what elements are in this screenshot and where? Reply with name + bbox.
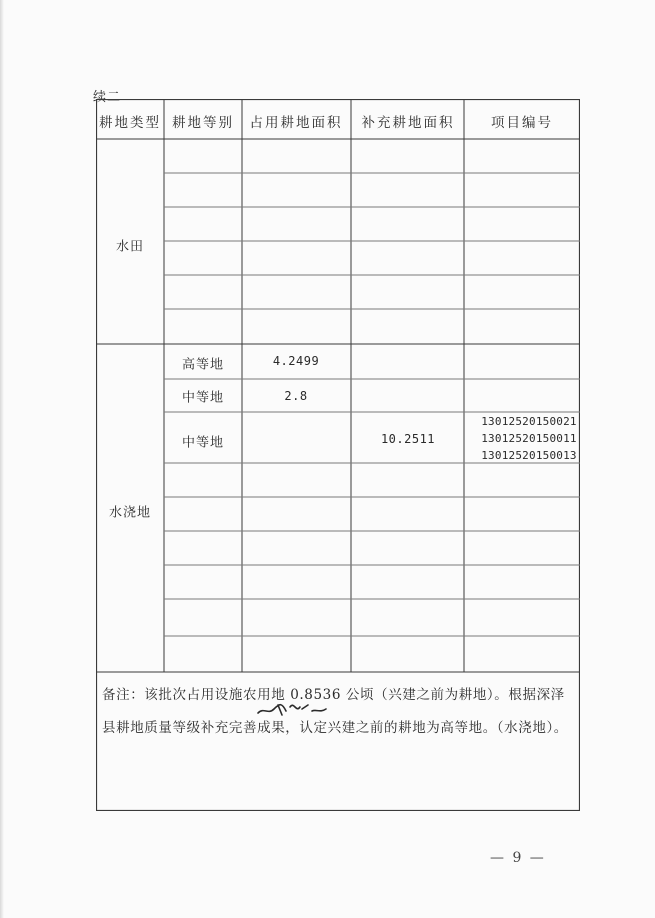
cultivated-land-table	[96, 99, 580, 811]
row1-occupied-area: 4.2499	[272, 354, 320, 368]
scan-edge	[0, 0, 4, 918]
row1-grade: 高等地	[181, 357, 225, 373]
row2-occupied-area: 2.8	[284, 389, 308, 403]
row3-project-ids	[479, 414, 579, 464]
row3-grade: 中等地	[181, 435, 225, 451]
continuation-label: 续二	[93, 90, 122, 105]
header-land-grade: 耕地等别	[172, 115, 234, 131]
header-occupied-area: 占用耕地面积	[249, 115, 343, 131]
project-id: 13012520150021	[481, 415, 577, 428]
land-type-irrigated: 水浇地	[108, 505, 152, 521]
page-number: — 9 —	[490, 850, 546, 866]
header-project-id: 项目编号	[491, 115, 553, 131]
row3-supplemented-area: 10.2511	[380, 432, 436, 446]
land-type-paddy: 水田	[115, 239, 145, 255]
header-supplemented-area: 补充耕地面积	[361, 115, 455, 131]
header-land-type: 耕地类型	[99, 115, 161, 131]
remark-text: 备注：该批次占用设施农用地 0.8536 公顷（兴建之前为耕地）。根据深泽县耕地质量等级补充完善成果，认定兴建之前的耕地为高等地。（水浇地）。	[102, 687, 568, 736]
row2-grade: 中等地	[181, 390, 225, 406]
project-id: 13012520150011	[481, 432, 577, 445]
project-id: 13012520150013	[481, 449, 577, 462]
